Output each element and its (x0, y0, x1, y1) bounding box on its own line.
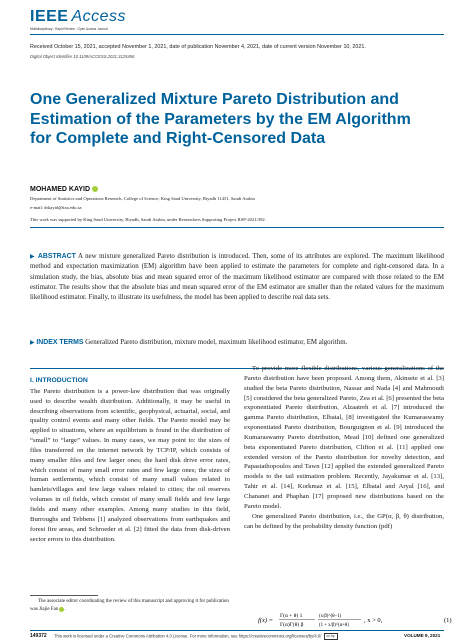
index-terms-block (30, 338, 444, 348)
journal-logo (30, 8, 126, 26)
footnote-rule (30, 595, 98, 596)
index-terms-text: Generalized Pareto distribution, mixture model, maximum likelihood estimator, EM algorithm. (85, 339, 348, 346)
orcid-icon[interactable] (59, 607, 64, 612)
equation-svg (258, 611, 458, 629)
logo-ieee: IEEE (30, 8, 69, 25)
paper-title: One Generalized Mixture Pareto Distribution and Estimation of the Parameters by the EM Algorithm for Complete and Right-Censored Data (30, 91, 411, 147)
abstract-rule (30, 227, 444, 228)
footer-rule (30, 630, 444, 631)
footnote-text: The associate editor coordinating the review of this manuscript and approving it for publication was Jiajie Fan (30, 599, 229, 613)
author-name: MOHAMED KAYID (30, 186, 91, 193)
definition-paragraph: One generalized Pareto distribution, i.e., the GP(α, β, θ) distribution, can be defined by the probability density function (pdf) (244, 512, 444, 530)
triangle-icon: ▶ (30, 340, 35, 346)
logo-access: Access (71, 8, 127, 25)
index-terms-label: INDEX TERMS (36, 339, 84, 346)
generalizations-paragraph: To provide more flexible distributions, various generalizations of the Pareto distribution have been proposed. Among them, Akinsete et al. [3] studied the beta Pareto distribution, Nassar and Nada [4] and Mahmoudi [5] considered the beta generalized Pareto, Zea et al. [6] presented the beta exponentiated Pareto distribution, Alzaatreh et al. [7] introduced the gamma Pareto distribution, Elbatal, [8] investigated the Kumaraswamy exponentiated Pareto distribution, Bourguignon et al. [9] introduced the Kumaraswamy Pareto distribution, Mead [10] defined one generalized beta exponentiated Pareto distribution, Clifton et al. [11] applied one extended version of the Pareto distribution for novelty detection, and Papastathopoulos and Tawn [12] applied the extended generalized Pareto models to the tail estimation problem. Recently, Jayakumar et al. [13], Tahir et al. [14], Korkmaz et al. [15], Elbatal and Aryal [16], and Chananet and Phaphan [17] proposed new distributions based on the Pareto model. (244, 365, 444, 510)
eq-num: Γ(α + θ) 1 (280, 613, 303, 619)
license-line (54, 633, 339, 640)
article-dates: Received October 15, 2021, accepted November 1, 2021, date of publication November 4, 2021, date of current version November 10, 2021. (30, 44, 366, 50)
section-heading: I. INTRODUCTION (30, 377, 88, 384)
volume-label: VOLUME 9, 2021 (404, 633, 441, 638)
author-affiliation: Department of Statistics and Operations Research, College of Science, King Saud University, Riyadh 11451, Saudi Arabia (30, 196, 255, 201)
funding-note: This work was supported by King Saud University, Riyadh, Saudi Arabia, under Researchers Supporting Project RSP-2021/392. (30, 217, 266, 222)
eq-power-den: (1 + x/β)^(α+θ) (319, 623, 349, 628)
eq-den: Γ(α)Γ(θ) β (280, 622, 304, 628)
footnote: The associate editor coordinating the review of this manuscript and approving it for publication was Jiajie Fan . (30, 599, 229, 613)
equation-1 (258, 611, 458, 629)
triangle-icon: ▶ (30, 254, 36, 260)
abstract-label: ABSTRACT (37, 253, 76, 260)
article-doi[interactable]: Digital Object Identifier 10.1109/ACCESS.2021.3125456 (30, 54, 135, 59)
page-number: 149372 (30, 633, 47, 639)
eq-lhs: f(x) = (258, 617, 274, 624)
left-column (30, 376, 230, 544)
eq-power-num: (x/β)^(θ−1) (319, 614, 342, 619)
abstract-text: A new mixture generalized Pareto distribution is introduced. Then, some of its attributes are explored. The maximum likelihood method and expectation maximization (EM) algorithm have been applied to estimate the parameters for complete and right-censored data. In a simulation study, the bias, absolute bias and mean squared error of the maximum likelihood estimator are compared with those related to the EM estimator. The results show that the absolute bias and mean squared error of the EM estimator are smaller than the related values for the maximum likelihood estimator. Finally, to illustrate its usefulness, the model has been applied to describe real data sets. (30, 253, 444, 302)
orcid-icon[interactable] (92, 186, 98, 192)
license-text[interactable]: This work is licensed under a Creative Commons Attribution 4.0 License. For more information, see https://creativecommons.org/licenses/by/4.0/ (54, 633, 322, 639)
right-column (244, 364, 444, 531)
abstract-block (30, 252, 444, 303)
eq-number: (1) (444, 617, 452, 624)
creative-commons-icon[interactable]: cc by (324, 633, 338, 640)
intro-paragraph: The Pareto distribution is a power-law distribution that was originally used to describe wealth distribution. Additionally, it may be useful in describing observations from scientific, geophysical, actuarial, social, and quality control events and many other fields. The Pareto model may be applied to situations, where an equilibrium is found in the distribution of “small” to “large” values. In many cases, we may point to: the sizes of files transferred on the internet network by TCP/IP, which consists of many smaller files and few larger ones; the hard disk drive error rates, which consist of many small error rates and few large ones; the sizes of human settlements, which consist of many small values related to hamlets/villages and few large values related to cities; the oil reserves volumes in oil fields, which consist of many small fields and few large fields and many other examples. Among many studies in this field, Burroughs and Tebbens [1] analyzed observations from earthquakes and forest fire areas, and Schroeder et al. [2] fitted the data from disk-driven sector errors to this distribution. (30, 387, 230, 543)
logo-tagline: Multidisciplinary : Rapid Review : Open Access Journal (30, 27, 108, 31)
author-line (30, 186, 98, 193)
eq-cond: , x > 0, (364, 617, 383, 624)
author-email[interactable]: e-mail: drkayid@ksu.edu.sa (30, 205, 82, 210)
header-rule (30, 34, 444, 35)
